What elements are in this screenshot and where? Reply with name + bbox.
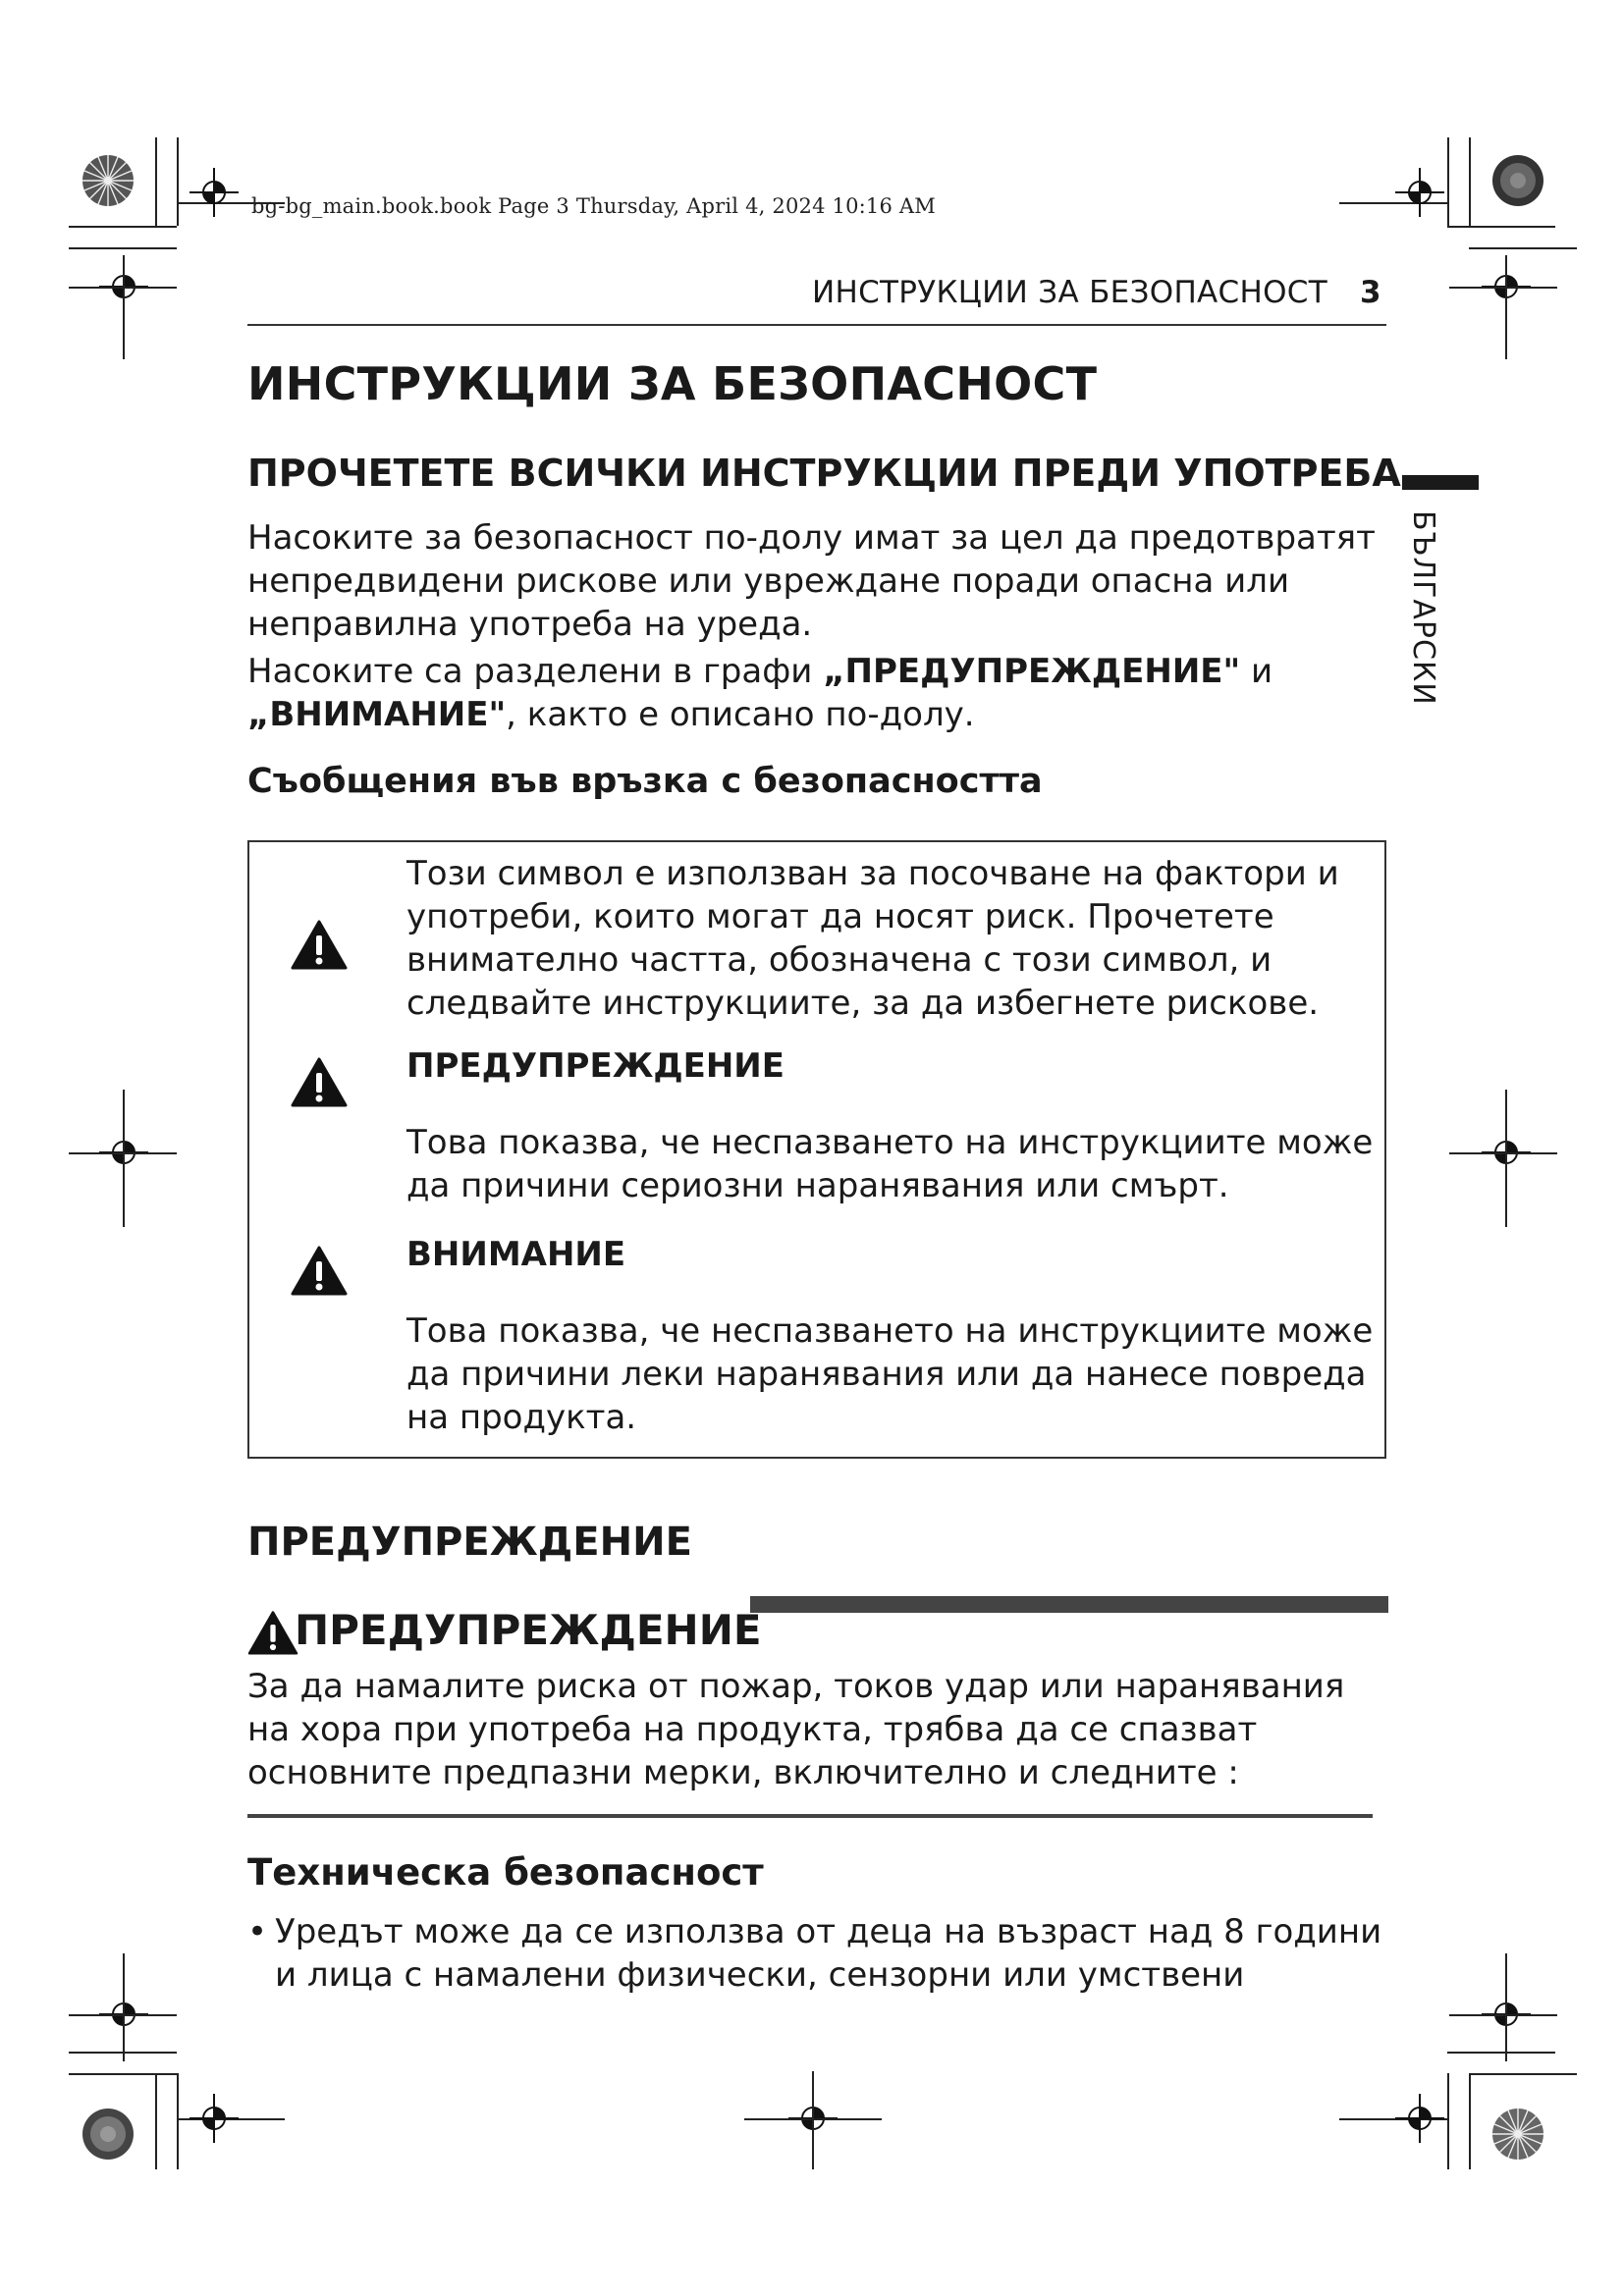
running-header-title: ИНСТРУКЦИИ ЗА БЕЗОПАСНОСТ	[812, 275, 1327, 310]
warning-triangle-icon	[291, 1056, 348, 1107]
color-rosette-icon	[1491, 154, 1544, 207]
warning-triangle-icon	[291, 919, 348, 970]
warning-bottom-rule	[247, 1814, 1373, 1818]
side-crop-line	[123, 1953, 125, 2061]
registration-mark-icon	[1395, 168, 1444, 217]
side-crop-line	[69, 1152, 177, 1154]
center-crop-line	[744, 2118, 882, 2120]
technical-safety-heading: Техническа безопасност	[247, 1851, 764, 1894]
side-crop-line	[69, 287, 177, 289]
warning-triangle-icon	[247, 1610, 298, 1655]
center-crop-line	[812, 2071, 814, 2169]
registration-mark-icon	[189, 2094, 239, 2143]
safety-messages-heading: Съобщения във връзка с безопасността	[247, 762, 1043, 801]
warning-description: Това показва, че неспазването на инструкциите може да причини сериозни наранявания или смърт.	[406, 1123, 1374, 1205]
warning-banner-rule	[750, 1596, 1388, 1613]
registration-mark-icon	[189, 168, 239, 217]
warning-triangle-icon	[291, 1245, 348, 1296]
side-crop-line	[1449, 2014, 1557, 2016]
color-rosette-icon	[1491, 2108, 1544, 2161]
book-file-info: bg-bg_main.book.book Page 3 Thursday, April 4, 2024 10:16 AM	[251, 194, 936, 218]
warning-section-heading: ПРЕДУПРЕЖДЕНИЕ	[247, 1520, 692, 1565]
categories-paragraph: Насоките са разделени в графи „ПРЕДУПРЕЖДЕНИЕ" и „ВНИМАНИЕ", както е описано по-долу.	[247, 652, 1273, 734]
color-rosette-icon	[81, 154, 135, 207]
side-crop-line	[69, 2014, 177, 2016]
warning-label: ПРЕДУПРЕЖДЕНИЕ	[406, 1046, 785, 1086]
symbol-description: Този символ е използван за посочване на фактори и употреби, които могат да носят риск. Прочетете внимателно частта, обозначена с този символ, и следвайте инструкциите, за да избегнете рискове.	[406, 854, 1339, 1023]
color-rosette-icon	[81, 2108, 135, 2161]
side-crop-line	[1449, 1152, 1557, 1154]
read-all-heading: ПРОЧЕТЕТЕ ВСИЧКИ ИНСТРУКЦИИ ПРЕДИ УПОТРЕБА	[247, 452, 1401, 495]
side-crop-line	[1505, 255, 1507, 359]
side-crop-line	[123, 1090, 125, 1227]
page-number: 3	[1360, 275, 1381, 310]
language-tab-label: БЪЛГАРСКИ	[1406, 510, 1440, 706]
list-item-text: Уредът може да се използва от деца на възраст над 8 години и лица с намалени физически, сензорни или умствени	[275, 1912, 1382, 1995]
caution-term: „ВНИМАНИЕ"	[247, 695, 507, 734]
page-title: ИНСТРУКЦИИ ЗА БЕЗОПАСНОСТ	[247, 357, 1098, 410]
header-rule	[247, 324, 1386, 326]
registration-mark-icon	[1395, 2094, 1444, 2143]
language-tab-bar	[1402, 475, 1479, 490]
intro-paragraph: Насоките за безопасност по-долу имат за цел да предотвратят непредвидени рискове или увреждане поради опасна или неправилна употреба на уреда.	[247, 518, 1376, 644]
warning-banner-title: ПРЕДУПРЕЖДЕНИЕ	[295, 1606, 762, 1654]
side-crop-line	[1505, 1090, 1507, 1227]
warning-text: За да намалите риска от пожар, токов удар или наранявания на хора при употреба на продукта, трябва да се спазват основните предпазни мерки, включително и следните :	[247, 1667, 1345, 1792]
bullet: •	[247, 1912, 268, 1951]
side-crop-line	[1449, 287, 1557, 289]
warning-term: „ПРЕДУПРЕЖДЕНИЕ"	[823, 652, 1241, 691]
caution-description: Това показва, че неспазването на инструкциите може да причини леки наранявания или да нанесе повреда на продукта.	[406, 1311, 1374, 1437]
side-crop-line	[123, 255, 125, 359]
safety-messages-box	[247, 840, 1386, 1459]
caution-label: ВНИМАНИЕ	[406, 1235, 626, 1274]
side-crop-line	[1505, 1953, 1507, 2061]
